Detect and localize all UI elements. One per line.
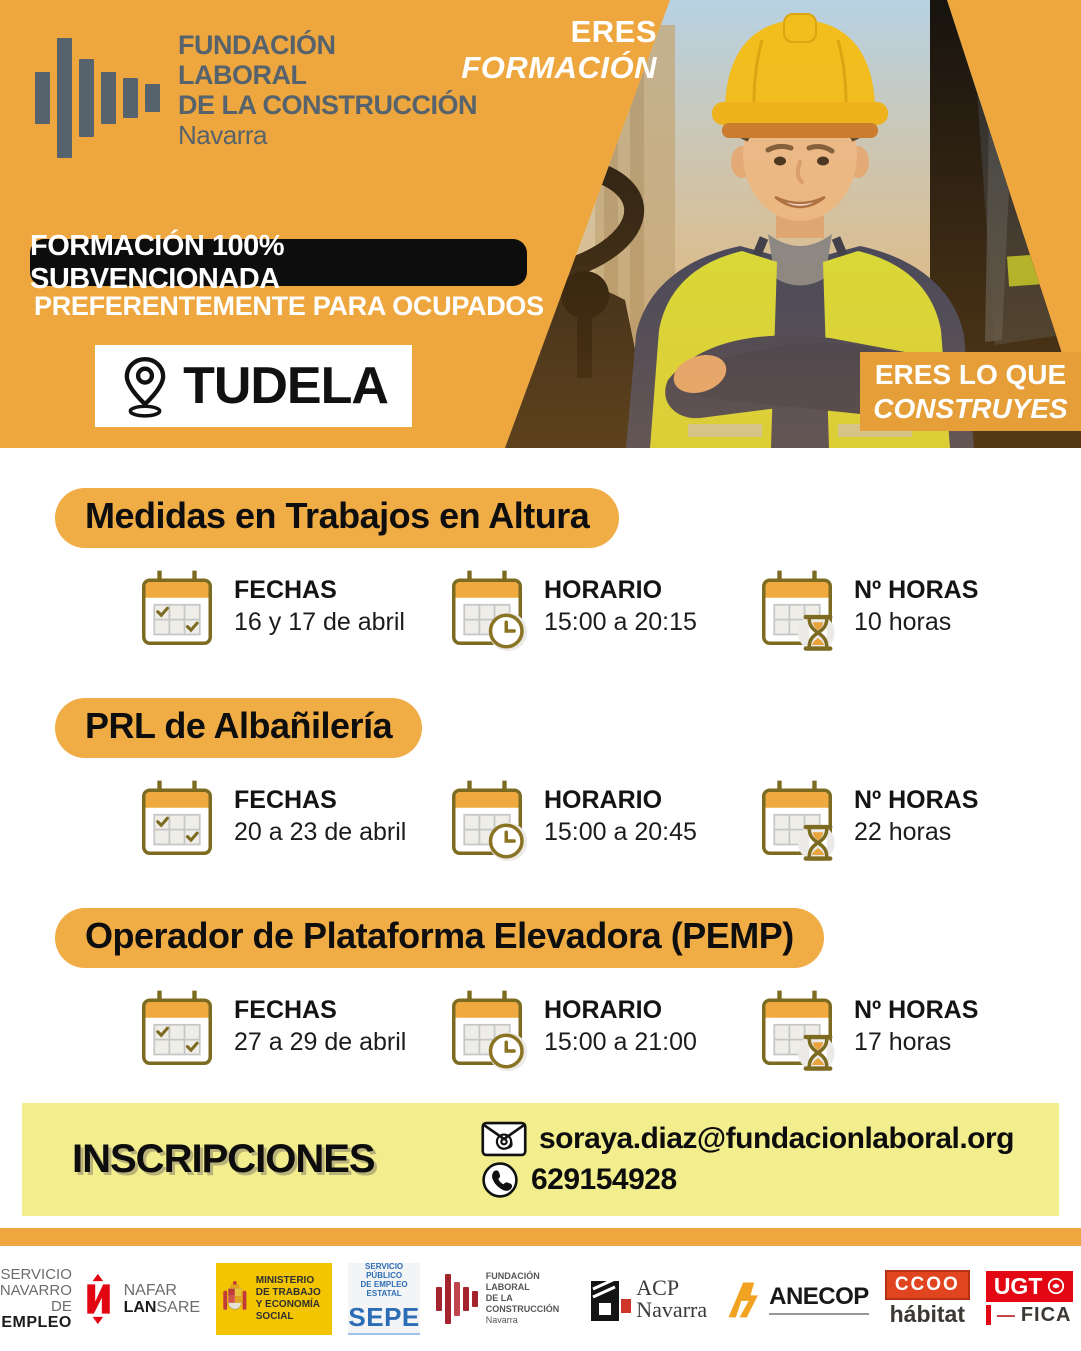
anecop-logo: [723, 1277, 869, 1321]
flc-footer-line3: DE LA CONSTRUCCIÓN: [485, 1293, 560, 1314]
ugt-fica: FICA: [1020, 1303, 1072, 1326]
flc-navarra-logo: [35, 30, 477, 166]
calendar-hourglass-icon: [755, 778, 839, 862]
footer-logos: [0, 1246, 1081, 1351]
ministerio-line1: MINISTERIO: [255, 1274, 315, 1286]
contact-block: [481, 1117, 1014, 1203]
calendar-hourglass-icon: [755, 988, 839, 1072]
flc-logo-line4: Navarra: [178, 120, 267, 150]
occupied-subbanner: PREFERENTEMENTE PARA OCUPADOS: [34, 291, 544, 321]
horario-label: HORARIO: [544, 786, 663, 814]
sne-empleo: EMPLEO: [1, 1313, 72, 1331]
flc-footer-line2: LABORAL: [485, 1282, 530, 1292]
sne-right-text: [124, 1282, 200, 1316]
ccoo-habitat: hábitat: [889, 1300, 965, 1327]
calendar-check-icon: [135, 988, 219, 1072]
anecop-name: ANECOP: [769, 1283, 869, 1315]
sepe-small-line1: SERVICIO PÚBLICO: [365, 1262, 404, 1280]
sne-left-text: [0, 1267, 72, 1331]
horario-label: HORARIO: [544, 996, 663, 1024]
horas-value: 22 horas: [854, 818, 952, 846]
ccoo-logo: [885, 1270, 970, 1328]
ccoo-box: CCOO: [885, 1270, 970, 1300]
horario-info: [445, 568, 755, 652]
flc-logo-line1: FUNDACIÓN: [178, 30, 336, 60]
ugt-red-bar: [986, 1305, 991, 1325]
fechas-label: FECHAS: [234, 786, 337, 814]
flc-footer-text: [486, 1271, 560, 1326]
eres-construyes-line2: CONSTRUYES: [873, 392, 1068, 424]
ministerio-text: [256, 1275, 327, 1323]
sepe-name: SEPE: [348, 1302, 420, 1332]
horas-label: Nº HORAS: [854, 576, 979, 604]
email-row: [481, 1121, 1014, 1157]
location-name: TUDELA: [183, 357, 388, 415]
eres-formacion-line1: ERES: [570, 14, 657, 49]
acp-logo: [591, 1274, 708, 1322]
calendar-check-icon: [135, 568, 219, 652]
course-block-2: [0, 698, 1081, 908]
flc-footer-line4: Navarra: [485, 1315, 518, 1325]
sne-lan: LAN: [123, 1298, 157, 1316]
horario-value: 15:00 a 20:45: [544, 818, 697, 846]
envelope-at-icon: [481, 1121, 527, 1157]
horas-info: [755, 778, 1065, 862]
location-pin-icon: [119, 354, 171, 418]
fechas-label: FECHAS: [234, 576, 337, 604]
course-block-3: [0, 908, 1081, 1103]
ugt-fica-row: [986, 1304, 1072, 1327]
phone-number: 629154928: [530, 1162, 677, 1196]
horas-label: Nº HORAS: [854, 996, 979, 1024]
courses-section: [0, 448, 1081, 1103]
horas-info: [755, 568, 1065, 652]
phone-row: [481, 1161, 1014, 1199]
sne-servicio: SERVICIO: [0, 1265, 72, 1283]
fechas-value: 27 a 29 de abril: [234, 1028, 407, 1056]
fechas-value: 20 a 23 de abril: [234, 818, 407, 846]
ugt-box: [986, 1271, 1074, 1302]
acp-region: Navarra: [636, 1296, 708, 1322]
flc-logo-text: [178, 30, 477, 150]
calendar-clock-icon: [445, 988, 529, 1072]
calendar-check-icon: [135, 778, 219, 862]
calendar-hourglass-icon: [755, 568, 839, 652]
ministerio-line3: Y ECONOMÍA SOCIAL: [255, 1298, 320, 1322]
horario-value: 15:00 a 20:15: [544, 608, 697, 636]
acp-name: ACP: [636, 1274, 680, 1300]
subsidized-banner: FORMACIÓN 100% SUBVENCIONADA: [30, 239, 527, 286]
sne-navarro: NAVARRO DE: [0, 1281, 72, 1315]
flc-footer-line1: FUNDACIÓN: [485, 1271, 540, 1281]
orange-divider-bar: [0, 1228, 1081, 1246]
calendar-clock-icon: [445, 778, 529, 862]
eres-formacion-line2: FORMACIÓN: [461, 50, 657, 85]
sne-sare: SARE: [156, 1298, 201, 1316]
fechas-info: [135, 568, 445, 652]
course-info-row: [0, 568, 1081, 652]
location-box: [95, 345, 412, 427]
horario-value: 15:00 a 21:00: [544, 1028, 697, 1056]
horario-info: [445, 778, 755, 862]
flc-footer-bars-icon: [436, 1271, 478, 1327]
header-banner: [0, 0, 1081, 448]
flc-logo-bars-icon: [35, 30, 160, 166]
ugt-dash: —: [996, 1304, 1015, 1325]
horas-label: Nº HORAS: [854, 786, 979, 814]
course-title: PRL de Albañilería: [55, 698, 422, 758]
eres-construyes-slogan: [860, 352, 1081, 431]
sepe-logo: [348, 1263, 419, 1335]
flc-footer-logo: [436, 1271, 560, 1327]
spain-coat-of-arms-icon: [222, 1271, 248, 1327]
calendar-clock-icon: [445, 568, 529, 652]
email-address: soraya.diaz@fundacionlaboral.org: [538, 1121, 1014, 1155]
sne-nafar: NAFAR: [123, 1281, 177, 1299]
horario-label: HORARIO: [544, 576, 663, 604]
phone-circle-icon: [481, 1161, 519, 1199]
ugt-logo: [986, 1271, 1074, 1327]
course-block-1: [0, 488, 1081, 698]
ugt-name: UGT: [993, 1272, 1043, 1299]
horas-info: [755, 988, 1065, 1072]
course-title: Medidas en Trabajos en Altura: [55, 488, 619, 548]
ministerio-line2: DE TRABAJO: [255, 1286, 321, 1298]
inscriptions-title: INSCRIPCIONES: [72, 1137, 375, 1181]
inscriptions-band: [22, 1103, 1059, 1216]
horas-value: 17 horas: [854, 1028, 952, 1056]
flc-logo-line2: LABORAL: [178, 60, 307, 90]
acp-house-icon: [591, 1277, 631, 1321]
horas-value: 10 horas: [854, 608, 952, 636]
fechas-info: [135, 778, 445, 862]
course-info-row: [0, 988, 1081, 1072]
acp-text: [636, 1274, 708, 1322]
fechas-value: 16 y 17 de abril: [234, 608, 405, 636]
sne-logo: [0, 1267, 200, 1331]
sne-n-icon: [78, 1268, 118, 1330]
course-info-row: [0, 778, 1081, 862]
ministerio-logo: [216, 1263, 332, 1335]
eres-construyes-line1: ERES LO QUE: [874, 358, 1067, 390]
flc-logo-line3: DE LA CONSTRUCCIÓN: [178, 90, 477, 120]
eres-formacion-slogan: [461, 14, 657, 86]
fechas-info: [135, 988, 445, 1072]
ugt-emblem-icon: [1047, 1277, 1065, 1295]
sepe-small-line2: DE EMPLEO ESTATAL: [360, 1280, 408, 1298]
fechas-label: FECHAS: [234, 996, 337, 1024]
course-title: Operador de Plataforma Elevadora (PEMP): [55, 908, 824, 968]
anecop-a-icon: [723, 1277, 767, 1321]
horario-info: [445, 988, 755, 1072]
